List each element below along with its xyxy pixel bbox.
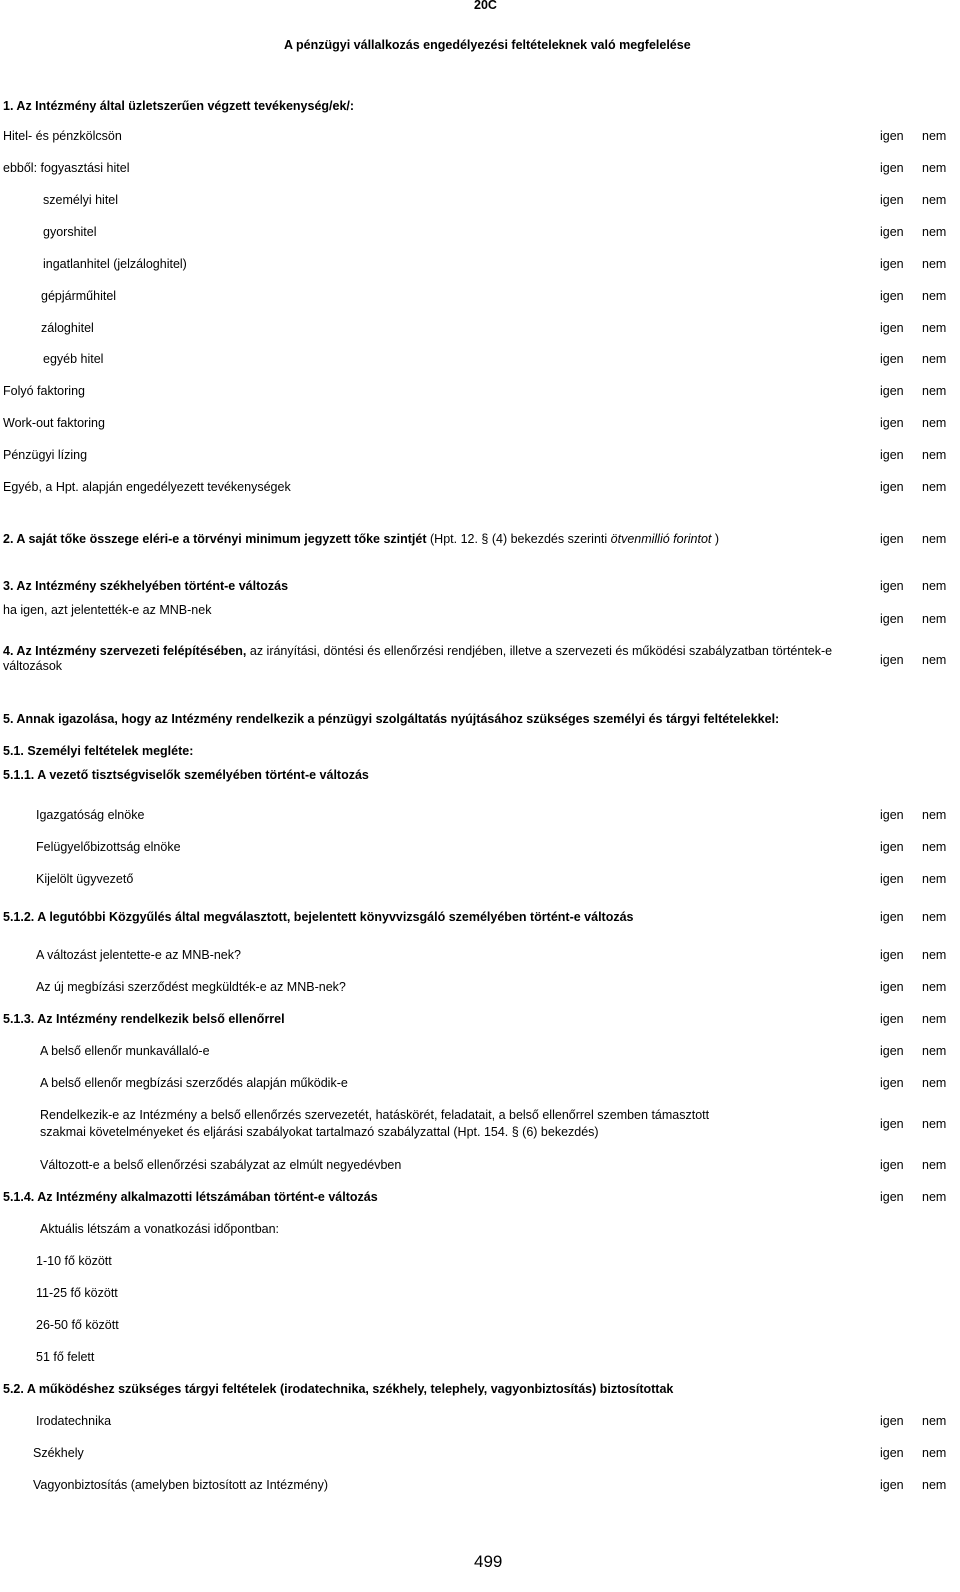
headcount-range-26-50: 26-50 fő között [36,1318,119,1332]
option-igen[interactable]: igen [880,321,904,335]
item-belso-ellenorzesi-szabalyzat-line1: Rendelkezik-e az Intézmény a belső ellenőrzés szervezetét, hatáskörét, feladatait, a belső ellenőrrel szemben támasztott [40,1108,710,1122]
section-5-2-heading: 5.2. A működéshez szükséges tárgyi feltételek (irodatechnika, székhely, telephely, vagyonbiztosítás) biztosítottak [3,1382,674,1396]
item-belso-ellenor-munkavallalo: A belső ellenőr munkavállaló-e [40,1044,210,1058]
option-nem[interactable]: nem [922,1044,947,1058]
option-igen[interactable]: igen [880,808,904,822]
option-igen[interactable]: igen [880,193,904,207]
item-gepjarmuhitel: gépjárműhitel [41,289,117,303]
option-nem[interactable]: nem [922,321,947,335]
option-nem[interactable]: nem [922,1446,947,1460]
item-hitel-penzkolcson: Hitel- és pénzkölcsön [3,129,122,143]
option-igen[interactable]: igen [880,289,904,303]
option-igen[interactable]: igen [880,1076,904,1090]
item-irodatechnika: Irodatechnika [36,1414,112,1428]
section-3-sub: ha igen, azt jelentették-e az MNB-nek [3,603,212,617]
option-igen[interactable]: igen [880,872,904,886]
option-nem[interactable]: nem [922,1158,947,1172]
section-2-end: ) [711,532,720,546]
option-nem[interactable]: nem [922,480,947,494]
option-igen[interactable]: igen [880,480,904,494]
item-belso-ellenor-megbizasi: A belső ellenőr megbízási szerződés alapján működik-e [40,1076,348,1090]
section-1-heading: 1. Az Intézmény által üzletszerűen végzett tevékenység/ek/: [3,99,355,113]
option-nem[interactable]: nem [922,1076,947,1090]
option-igen[interactable]: igen [880,612,904,626]
item-felugyelobizottsag-elnoke: Felügyelőbizottság elnöke [36,840,181,854]
page-title: A pénzügyi vállalkozás engedélyezési feltételeknek való megfelelése [284,38,691,52]
item-belso-ellenorzesi-szabalyzat-line2: szakmai követelményeket és eljárási szabályokat tartalmazó szabályzattal (Hpt. 154. § (6) bekezdés) [40,1125,599,1139]
item-szabalyzat-valtozas: Változott-e a belső ellenőrzési szabályzat az elmúlt negyedévben [40,1158,402,1172]
item-megbizasi-szerzodes-megkuldes: Az új megbízási szerződést megküldték-e az MNB-nek? [36,980,346,994]
option-nem[interactable]: nem [922,840,947,854]
option-nem[interactable]: nem [922,612,947,626]
option-igen[interactable]: igen [880,1117,904,1131]
section-2-bold: 2. A saját tőke összege eléri-e a törvényi minimum jegyzett tőke szintjét [3,532,427,546]
item-egyeb-hitel: egyéb hitel [43,352,104,366]
option-nem[interactable]: nem [922,352,947,366]
option-nem[interactable]: nem [922,225,947,239]
item-valtozas-jelentes: A változást jelentette-e az MNB-nek? [36,948,241,962]
option-nem[interactable]: nem [922,193,947,207]
option-igen[interactable]: igen [880,225,904,239]
section-5-heading: 5. Annak igazolása, hogy az Intézmény rendelkezik a pénzügyi szolgáltatás nyújtásához szükséges személyi és tárgyi feltételekkel: [3,712,780,726]
option-igen[interactable]: igen [880,980,904,994]
item-penzugyi-lizing: Pénzügyi lízing [3,448,88,462]
section-5-1-3-heading: 5.1.3. Az Intézmény rendelkezik belső ellenőrrel [3,1012,285,1026]
item-folyo-faktoring: Folyó faktoring [3,384,85,398]
form-code: 20C [474,0,497,12]
option-igen[interactable]: igen [880,416,904,430]
option-igen[interactable]: igen [880,653,904,667]
option-igen[interactable]: igen [880,352,904,366]
option-nem[interactable]: nem [922,808,947,822]
section-4-bold: 4. Az Intézmény szervezeti felépítésében, [3,644,247,658]
option-nem[interactable]: nem [922,129,947,143]
option-nem[interactable]: nem [922,948,947,962]
option-igen[interactable]: igen [880,579,904,593]
item-workout-faktoring: Work-out faktoring [3,416,105,430]
option-nem[interactable]: nem [922,448,947,462]
option-igen[interactable]: igen [880,257,904,271]
option-nem[interactable]: nem [922,1414,947,1428]
option-igen[interactable]: igen [880,1478,904,1492]
option-igen[interactable]: igen [880,129,904,143]
option-nem[interactable]: nem [922,532,947,546]
item-gyorshitel: gyorshitel [43,225,97,239]
option-igen[interactable]: igen [880,840,904,854]
section-2-normal: (Hpt. 12. § (4) bekezdés szerinti [426,532,611,546]
option-nem[interactable]: nem [922,980,947,994]
option-igen[interactable]: igen [880,1012,904,1026]
option-igen[interactable]: igen [880,1190,904,1204]
section-4-question [3,644,843,674]
item-ingatlanhitel: ingatlanhitel (jelzáloghitel) [43,257,187,271]
option-nem[interactable]: nem [922,1012,947,1026]
option-igen[interactable]: igen [880,910,904,924]
page-number: 499 [474,1552,503,1571]
headcount-intro: Aktuális létszám a vonatkozási időpontban: [40,1222,280,1236]
item-zaloghitel: záloghitel [41,321,94,335]
option-nem[interactable]: nem [922,289,947,303]
section-5-1-heading: 5.1. Személyi feltételek megléte: [3,744,194,758]
item-szekhely: Székhely [33,1446,84,1460]
item-egyeb-tevekenysegek: Egyéb, a Hpt. alapján engedélyezett tevékenységek [3,480,291,494]
option-igen[interactable]: igen [880,384,904,398]
option-nem[interactable]: nem [922,161,947,175]
option-igen[interactable]: igen [880,161,904,175]
section-5-1-1-heading: 5.1.1. A vezető tisztségviselők személyében történt-e változás [3,768,369,782]
option-nem[interactable]: nem [922,257,947,271]
option-nem[interactable]: nem [922,579,947,593]
item-fogyasztasi-hitel: ebből: fogyasztási hitel [3,161,130,175]
option-igen[interactable]: igen [880,1158,904,1172]
section-4-normal: az irányítási, döntési és ellenőrzési rendjében, illetve a szervezeti és működési szabályzatban történtek-e változások [3,644,833,673]
option-nem[interactable]: nem [922,1117,947,1131]
option-igen[interactable]: igen [880,1414,904,1428]
headcount-range-1-10: 1-10 fő között [36,1254,112,1268]
option-nem[interactable]: nem [922,653,947,667]
section-5-1-4-heading: 5.1.4. Az Intézmény alkalmazotti létszámában történt-e változás [3,1190,378,1204]
option-igen[interactable]: igen [880,1446,904,1460]
option-igen[interactable]: igen [880,532,904,546]
option-nem[interactable]: nem [922,910,947,924]
option-igen[interactable]: igen [880,448,904,462]
section-3-heading: 3. Az Intézmény székhelyében történt-e változás [3,579,289,593]
option-nem[interactable]: nem [922,1478,947,1492]
section-2-question [3,532,719,547]
headcount-range-51-plus: 51 fő felett [36,1350,95,1364]
option-igen[interactable]: igen [880,948,904,962]
option-nem[interactable]: nem [922,872,947,886]
option-nem[interactable]: nem [922,384,947,398]
item-vagyonbiztositas: Vagyonbiztosítás (amelyben biztosított az Intézmény) [33,1478,329,1492]
item-szemelyi-hitel: személyi hitel [43,193,119,207]
section-5-1-2-heading: 5.1.2. A legutóbbi Közgyűlés által megválasztott, bejelentett könyvvizsgáló személyében történt-e változás [3,910,634,924]
headcount-range-11-25: 11-25 fő között [36,1286,118,1300]
option-nem[interactable]: nem [922,416,947,430]
item-kijelolt-ugyvezeto: Kijelölt ügyvezető [36,872,134,886]
section-2-italic: ötvenmillió forintot [610,532,712,546]
option-igen[interactable]: igen [880,1044,904,1058]
option-nem[interactable]: nem [922,1190,947,1204]
item-igazgatosag-elnoke: Igazgatóság elnöke [36,808,145,822]
